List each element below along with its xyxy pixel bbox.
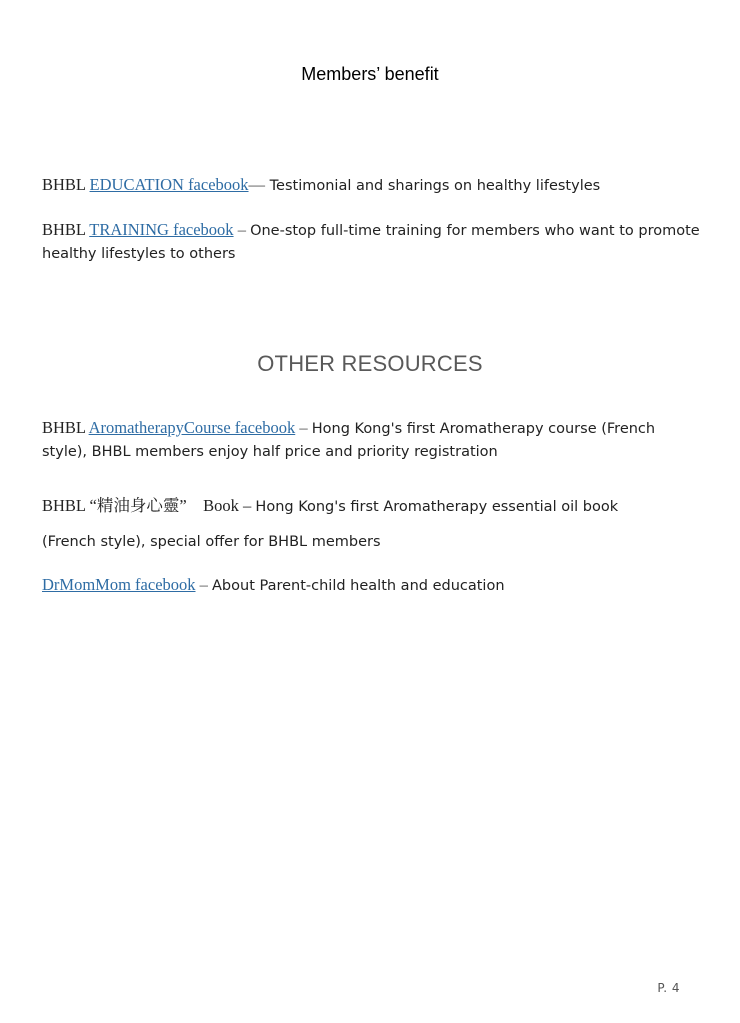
resource-book-description-line2: (French style), special offer for BHBL members (42, 534, 381, 550)
benefit-training (42, 219, 702, 265)
resource-aromatherapy (42, 417, 702, 463)
benefit-education-dash: — (248, 175, 266, 194)
benefit-training-prefix: BHBL (42, 220, 90, 239)
resource-book-description-line1: Hong Kong's first Aromatherapy essential oil book (255, 499, 619, 515)
benefit-education-description: Testimonial and sharings on healthy lifestyles (265, 178, 601, 194)
resource-aromatherapy-description: Hong Kong's first Aromatherapy course (French style), BHBL members enjoy half price and priority registration (42, 421, 656, 460)
resource-book (42, 495, 702, 518)
resource-drmommom (42, 574, 702, 597)
other-resources-heading: OTHER RESOURCES (257, 351, 483, 376)
benefit-education-prefix: BHBL (42, 175, 90, 194)
resource-drmommom-description: About Parent-child health and education (212, 578, 505, 594)
resource-drmommom-dash: – (195, 575, 213, 594)
page-title: Members’ benefit (301, 64, 439, 84)
drmommom-facebook-link[interactable]: DrMomMom facebook (42, 575, 196, 594)
benefit-training-dash: – (233, 220, 251, 239)
resource-book-continued (42, 530, 702, 553)
benefit-training-description: One-stop full-time training for members who want to promote healthy lifestyles to others (42, 223, 700, 262)
education-facebook-link[interactable]: EDUCATION facebook (89, 175, 249, 194)
benefit-education (42, 174, 702, 197)
resource-aromatherapy-dash: – (295, 418, 312, 437)
resource-aromatherapy-prefix: BHBL (42, 418, 89, 437)
aromatherapy-course-facebook-link[interactable]: AromatherapyCourse facebook (88, 418, 296, 437)
resource-book-prefix: BHBL “精油身心靈” Book – (42, 496, 256, 515)
training-facebook-link[interactable]: TRAINING facebook (89, 220, 234, 239)
page-number: P. 4 (657, 981, 680, 995)
